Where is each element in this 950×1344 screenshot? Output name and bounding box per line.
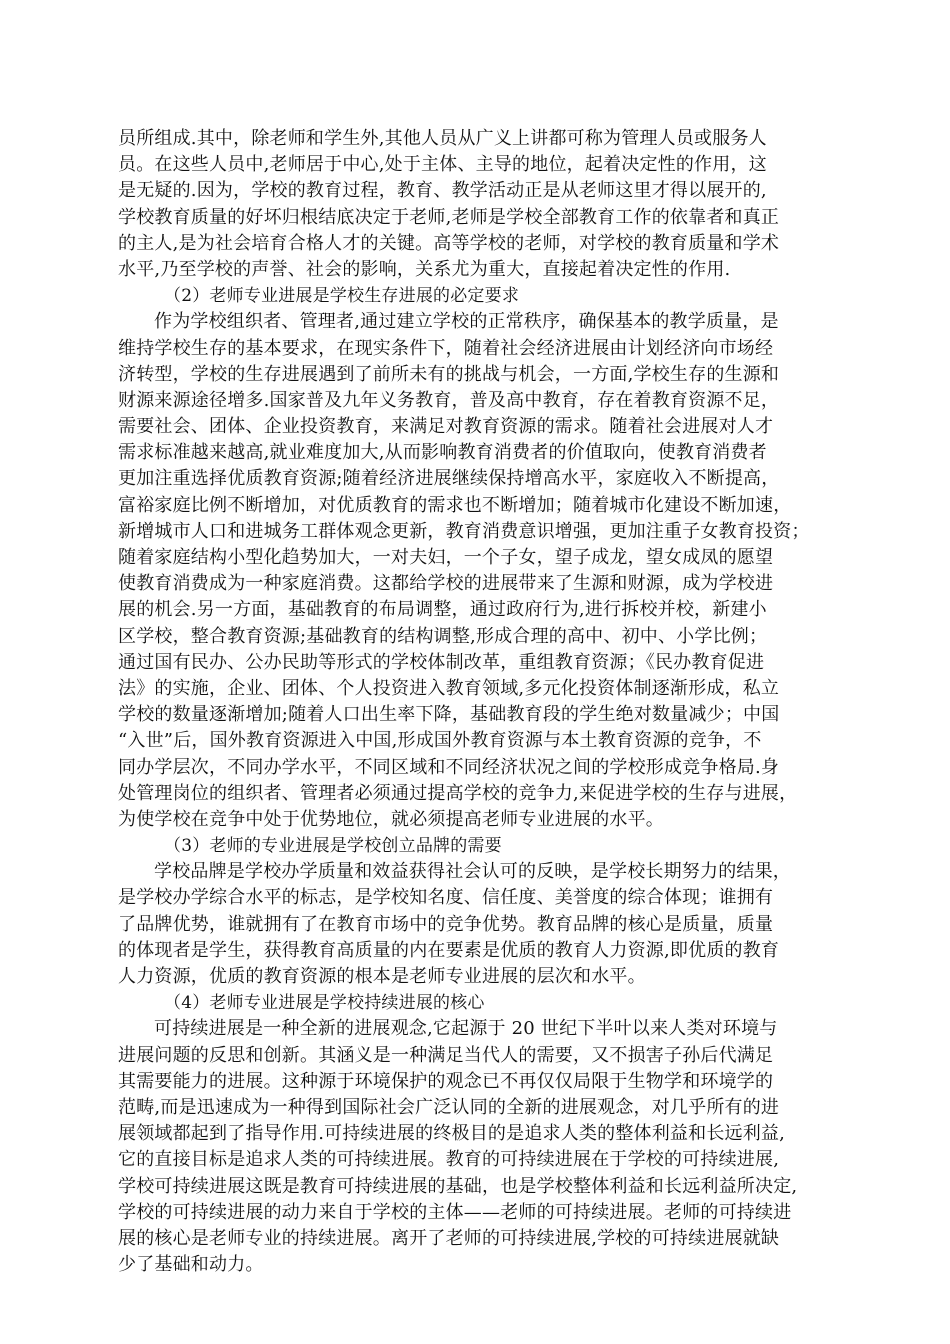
text-line: 学校的数量逐渐增加;随着人口出生率下降，基础教育段的学生绝对数量减少；中国: [118, 704, 780, 726]
text-line: 同办学层次，不同办学水平，不同区域和不同经济状况之间的学校形成竞争格局.身: [118, 756, 780, 778]
text-line: 是无疑的.因为，学校的教育过程，教育、教学活动正是从老师这里才得以展开的,: [118, 180, 767, 202]
paragraph-first-line: 可持续进展是一种全新的进展观念,它起源于 20 世纪下半叶以来人类对环境与: [154, 1018, 778, 1040]
text-line: 学校教育质量的好坏归根结底决定于老师,老师是学校全部教育工作的依靠者和真正: [118, 206, 780, 228]
text-line: 更加注重选择优质教育资源;随着经济进展继续保持增高水平，家庭收入不断提高，: [118, 468, 780, 490]
text-line: 维持学校生存的基本要求，在现实条件下，随着社会经济进展由计划经济向市场经: [118, 337, 774, 359]
document-body: [118, 126, 860, 1278]
text-line: 人力资源，优质的教育资源的根本是老师专业进展的层次和水平。: [118, 966, 646, 987]
text-line: 新增城市人口和进城务工群体观念更新，教育消费意识增强，更加注重子女教育投资；: [118, 520, 810, 542]
text-line: 水平,乃至学校的声誉、社会的影响，关系尤为重大，直接起着决定性的作用.: [118, 258, 731, 280]
paragraph-first-line: 学校品牌是学校办学质量和效益获得社会认可的反映，是学校长期努力的结果，: [154, 861, 791, 883]
text-line: 少了基础和动力。: [118, 1254, 264, 1276]
text-line: 财源来源途径增多.国家普及九年义务教育，普及高中教育，存在着教育资源不足，: [118, 389, 780, 411]
text-line: 其需要能力的进展。这种源于环境保护的观念已不再仅仅局限于生物学和环境学的: [118, 1070, 774, 1092]
text-line: 需要社会、团体、企业投资教育，来满足对教育资源的需求。随着社会进展对人才: [118, 416, 774, 438]
text-line: 员。在这些人员中,老师居于中心,处于主体、主导的地位，起着决定性的作用，这: [118, 154, 767, 176]
text-line: 使教育消费成为一种家庭消费。这都给学校的进展带来了生源和财源，成为学校进: [118, 573, 774, 595]
text-line: 展的核心是老师专业的持续进展。离开了老师的可持续进展,学校的可持续进展就缺: [118, 1227, 780, 1249]
text-line: 随着家庭结构小型化趋势加大，一对夫妇，一个子女，望子成龙，望女成凤的愿望: [118, 547, 774, 568]
text-line: 的体现者是学生，获得教育高质量的内在要素是优质的教育人力资源,即优质的教育: [118, 939, 780, 961]
text-line: “入世”后，国外教育资源进入中国,形成国外教育资源与本土教育资源的竞争，不: [118, 730, 762, 752]
text-line: 员所组成.其中，除老师和学生外,其他人员从广义上讲都可称为管理人员或服务人: [118, 128, 767, 149]
text-line: 展领域都起到了指导作用.可持续进展的终极目的是追求人类的整体利益和长远利益,: [118, 1123, 786, 1145]
section-heading: （4）老师专业进展是学校持续进展的核心: [164, 993, 485, 1014]
text-line: 富裕家庭比例不断增加，对优质教育的需求也不断增加；随着城市化建设不断加速，: [118, 494, 792, 516]
text-line: 它的直接目标是追求人类的可持续进展。教育的可持续进展在于学校的可持续进展,: [118, 1149, 780, 1171]
text-line: 进展问题的反思和创新。其涵义是一种满足当代人的需要，又不损害子孙后代满足: [118, 1044, 774, 1066]
text-line: 需求标准越来越高,就业难度加大,从而影响教育消费者的价值取向，使教育消费者: [118, 442, 767, 464]
text-line: 法》的实施，企业、团体、个人投资进入教育领域,多元化投资体制逐渐形成，私立: [118, 677, 780, 699]
text-line: 学校的可持续进展的动力来自于学校的主体——老师的可持续进展。老师的可持续进: [118, 1201, 792, 1223]
text-line: 区学校，整合教育资源;基础教育的结构调整,形成合理的高中、初中、小学比例；: [118, 625, 768, 647]
text-line: 的主人,是为社会培育合格人才的关键。高等学校的老师，对学校的教育质量和学术: [118, 232, 780, 254]
text-line: 济转型，学校的生存进展遇到了前所未有的挑战与机会，一方面,学校生存的生源和: [118, 363, 780, 385]
section-heading: （2）老师专业进展是学校生存进展的必定要求: [164, 286, 520, 307]
text-line: 处管理岗位的组织者、管理者必须通过提高学校的竞争力,来促进学校的生存与进展，: [118, 782, 798, 804]
text-line: 学校可持续进展这既是教育可持续进展的基础，也是学校整体利益和长远利益所决定,: [118, 1175, 798, 1197]
text-line: 为使学校在竞争中处于优势地位，就必须提高老师专业进展的水平。: [118, 808, 664, 830]
text-line: 范畴,而是迅速成为一种得到国际社会广泛认同的全新的进展观念，对几乎所有的进: [118, 1096, 780, 1118]
text-line: 通过国有民办、公办民助等形式的学校体制改革，重组教育资源；《民办教育促进: [118, 651, 765, 673]
text-line: 是学校办学综合水平的标志，是学校知名度、信任度、美誉度的综合体现；谁拥有: [118, 887, 774, 909]
text-line: 了品牌优势，谁就拥有了在教育市场中的竞争优势。教育品牌的核心是质量，质量: [118, 913, 774, 935]
text-line: 展的机会.另一方面，基础教育的布局调整，通过政府行为,进行拆校并校，新建小: [118, 599, 767, 621]
paragraph-first-line: 作为学校组织者、管理者,通过建立学校的正常秩序，确保基本的教学质量，是: [154, 311, 779, 333]
section-heading: （3）老师的专业进展是学校创立品牌的需要: [164, 836, 502, 857]
